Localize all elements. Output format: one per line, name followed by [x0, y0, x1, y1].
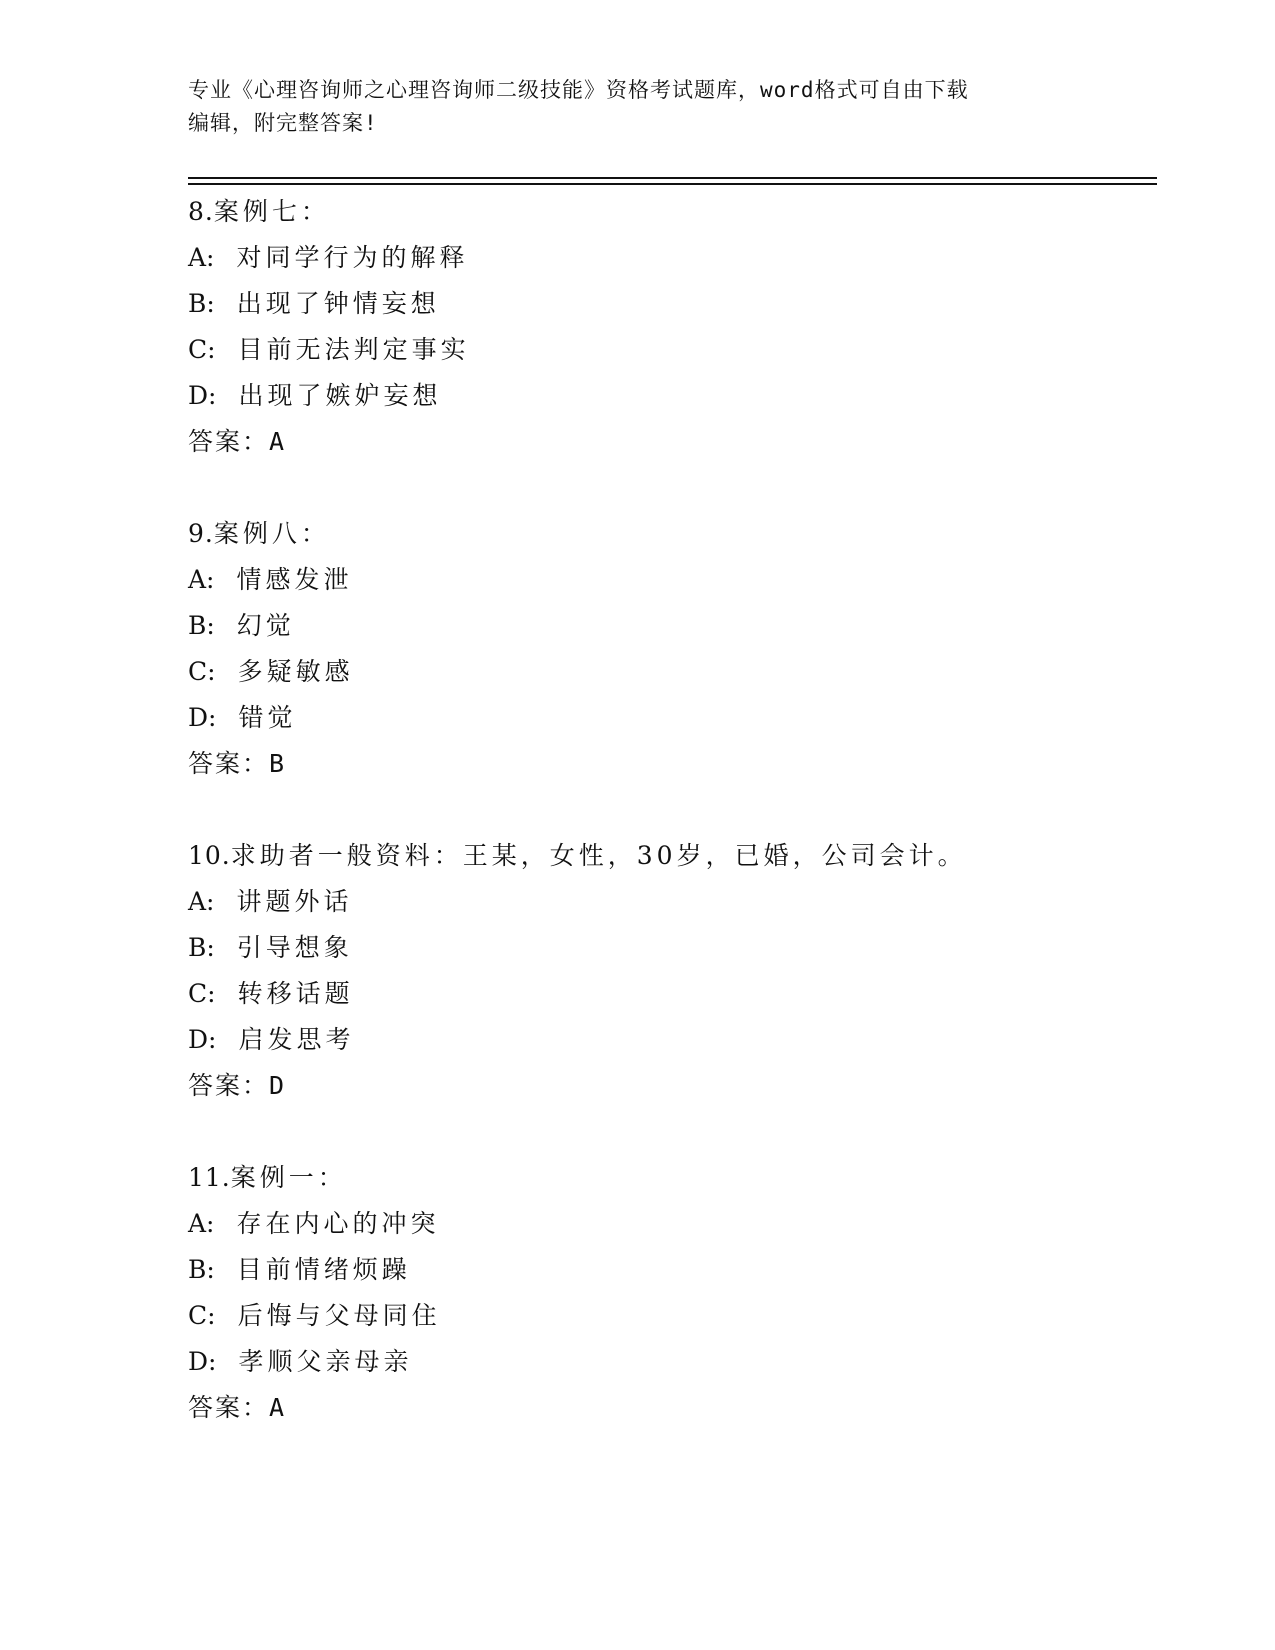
- question-stem: [188, 1155, 1148, 1201]
- answer-line: [188, 741, 1148, 787]
- option-text: 讲题外话: [236, 887, 353, 916]
- option-text: 情感发泄: [236, 565, 353, 594]
- option-text: 引导想象: [236, 933, 353, 962]
- option-text: 目前情绪烦躁: [236, 1255, 411, 1284]
- question-text: 求助者一般资料：王某，女性，30岁，已婚，公司会计。: [230, 841, 967, 870]
- question-number: 10.: [188, 841, 231, 870]
- option-letter: B:: [188, 611, 215, 640]
- option-text: 存在内心的冲突: [236, 1209, 440, 1238]
- question-8: [188, 189, 1148, 465]
- answer-value: D: [269, 1071, 287, 1100]
- option-letter: C:: [188, 335, 216, 364]
- option-c: [188, 971, 1148, 1017]
- option-a: [188, 879, 1148, 925]
- option-letter: A:: [188, 243, 215, 272]
- option-text: 孝顺父亲母亲: [238, 1347, 413, 1376]
- question-text: 案例八：: [213, 519, 330, 548]
- option-c: [188, 649, 1148, 695]
- option-text: 幻觉: [236, 611, 295, 640]
- option-d: [188, 1017, 1148, 1063]
- document-header: [188, 74, 1088, 140]
- answer-label: 答案：: [188, 427, 270, 456]
- option-letter: B:: [188, 1255, 215, 1284]
- option-b: [188, 1247, 1148, 1293]
- answer-label: 答案：: [188, 749, 270, 778]
- question-text: 案例一：: [230, 1163, 347, 1192]
- answer-line: [188, 1063, 1148, 1109]
- option-letter: B:: [188, 933, 215, 962]
- answer-value: A: [269, 427, 287, 456]
- option-a: [188, 235, 1148, 281]
- question-number: 9.: [188, 519, 214, 548]
- option-text: 转移话题: [237, 979, 354, 1008]
- option-text: 错觉: [238, 703, 297, 732]
- answer-line: [188, 1385, 1148, 1431]
- answer-line: [188, 419, 1148, 465]
- option-letter: C:: [188, 979, 216, 1008]
- option-letter: D:: [188, 381, 217, 410]
- option-text: 出现了钟情妄想: [236, 289, 440, 318]
- option-letter: D:: [188, 1025, 217, 1054]
- option-b: [188, 603, 1148, 649]
- question-10: [188, 833, 1148, 1109]
- option-c: [188, 1293, 1148, 1339]
- question-9: [188, 511, 1148, 787]
- option-letter: D:: [188, 1347, 217, 1376]
- answer-label: 答案：: [188, 1071, 270, 1100]
- question-list: [188, 189, 1148, 1477]
- header-line-1: 专业《心理咨询师之心理咨询师二级技能》资格考试题库，word格式可自由下载: [188, 78, 969, 102]
- header-divider-top: [188, 177, 1157, 179]
- option-a: [188, 1201, 1148, 1247]
- answer-label: 答案：: [188, 1393, 270, 1422]
- question-11: [188, 1155, 1148, 1431]
- option-letter: C:: [188, 1301, 216, 1330]
- option-d: [188, 1339, 1148, 1385]
- question-text: 案例七：: [213, 197, 330, 226]
- header-divider-bottom: [188, 183, 1157, 185]
- option-letter: B:: [188, 289, 215, 318]
- header-line-2: 编辑，附完整答案!: [188, 111, 378, 135]
- option-text: 启发思考: [238, 1025, 355, 1054]
- question-number: 11.: [188, 1163, 231, 1192]
- option-letter: A:: [188, 1209, 215, 1238]
- option-letter: D:: [188, 703, 217, 732]
- option-text: 后悔与父母同住: [237, 1301, 441, 1330]
- option-a: [188, 557, 1148, 603]
- question-number: 8.: [188, 197, 214, 226]
- option-text: 出现了嫉妒妄想: [238, 381, 442, 410]
- option-letter: C:: [188, 657, 216, 686]
- option-b: [188, 925, 1148, 971]
- option-text: 目前无法判定事实: [237, 335, 470, 364]
- option-text: 对同学行为的解释: [236, 243, 469, 272]
- option-letter: A:: [188, 887, 215, 916]
- answer-value: A: [269, 1393, 287, 1422]
- question-stem: [188, 189, 1148, 235]
- option-d: [188, 373, 1148, 419]
- option-letter: A:: [188, 565, 215, 594]
- answer-value: B: [269, 749, 287, 778]
- question-stem: [188, 511, 1148, 557]
- option-text: 多疑敏感: [237, 657, 354, 686]
- option-d: [188, 695, 1148, 741]
- question-stem: [188, 833, 1148, 879]
- option-c: [188, 327, 1148, 373]
- option-b: [188, 281, 1148, 327]
